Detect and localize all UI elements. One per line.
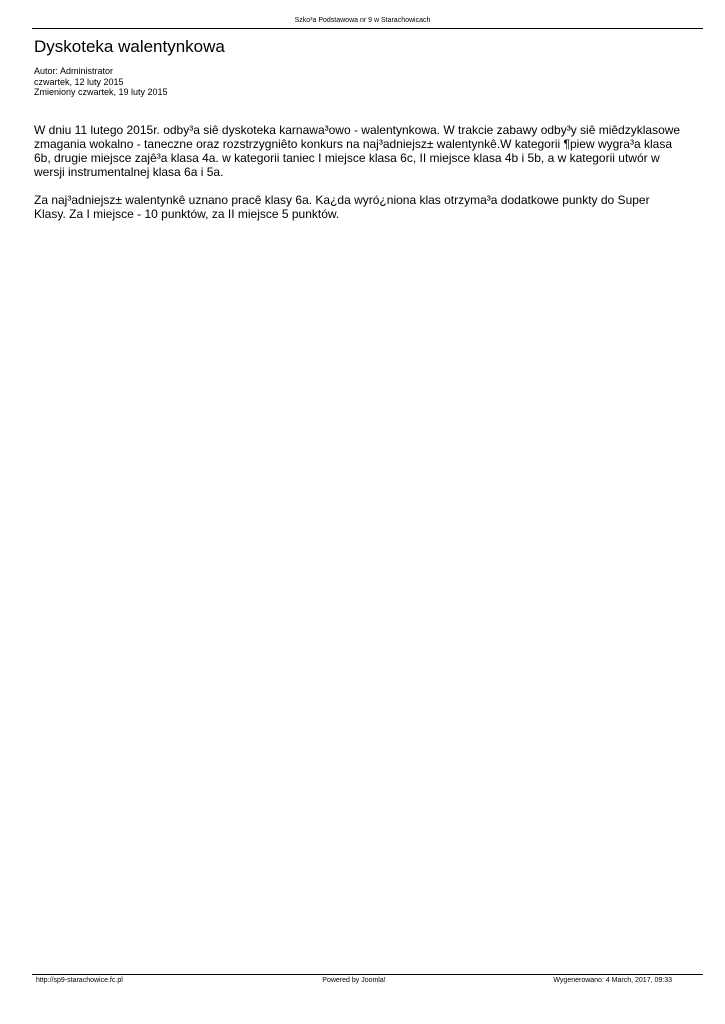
article-body-paragraph-1 xyxy=(34,123,684,179)
article-title: Dyskoteka walentynkowa xyxy=(34,37,225,56)
article-body-paragraph-2 xyxy=(34,193,684,221)
author-line: Autor: Administrator xyxy=(34,66,114,76)
footer-generated-date: Wygenerowano: 4 March, 2017, 09:33 xyxy=(553,977,672,984)
header-divider xyxy=(32,28,703,29)
paragraph-text: Za naj³adniejsz± walentynkê uznano pracê klasy 6a. Ka¿da wyró¿niona klas otrzyma³a dodatkowe punkty do Super Klasy. Za I miejsce - 10 punktów, za II miejsce 5 punktów. xyxy=(34,193,650,221)
created-date: czwartek, 12 luty 2015 xyxy=(34,76,124,87)
footer-divider xyxy=(32,974,703,975)
footer-powered-by: Powered by Joomla! xyxy=(322,977,386,984)
site-name-header: Szko³a Podstawowa nr 9 w Starachowicach xyxy=(294,17,431,24)
paragraph-text: W dniu 11 lutego 2015r. odby³a siê dyskoteka karnawa³owo - walentynkowa. W trakcie zabawy odby³y siê miêdzyklasowe zmagania wokalno - taneczne oraz rozstrzygniêto konkurs na naj³adniejsz± walentynkê.W kategorii ¶piew wygra³a klasa 6b, drugie miejsce zajê³a klasa 4a. w kategorii taniec I miejsce klasa 6c, II miejsce klasa 4b i 5b, a w kategorii utwór w wersji instrumentalnej klasa 6a i 5a. xyxy=(34,123,681,179)
article-meta xyxy=(34,66,168,98)
modified-date: Zmieniony czwartek, 19 luty 2015 xyxy=(34,87,168,97)
footer-url-link[interactable]: http://sp9-starachowice.fc.pl xyxy=(36,977,123,984)
